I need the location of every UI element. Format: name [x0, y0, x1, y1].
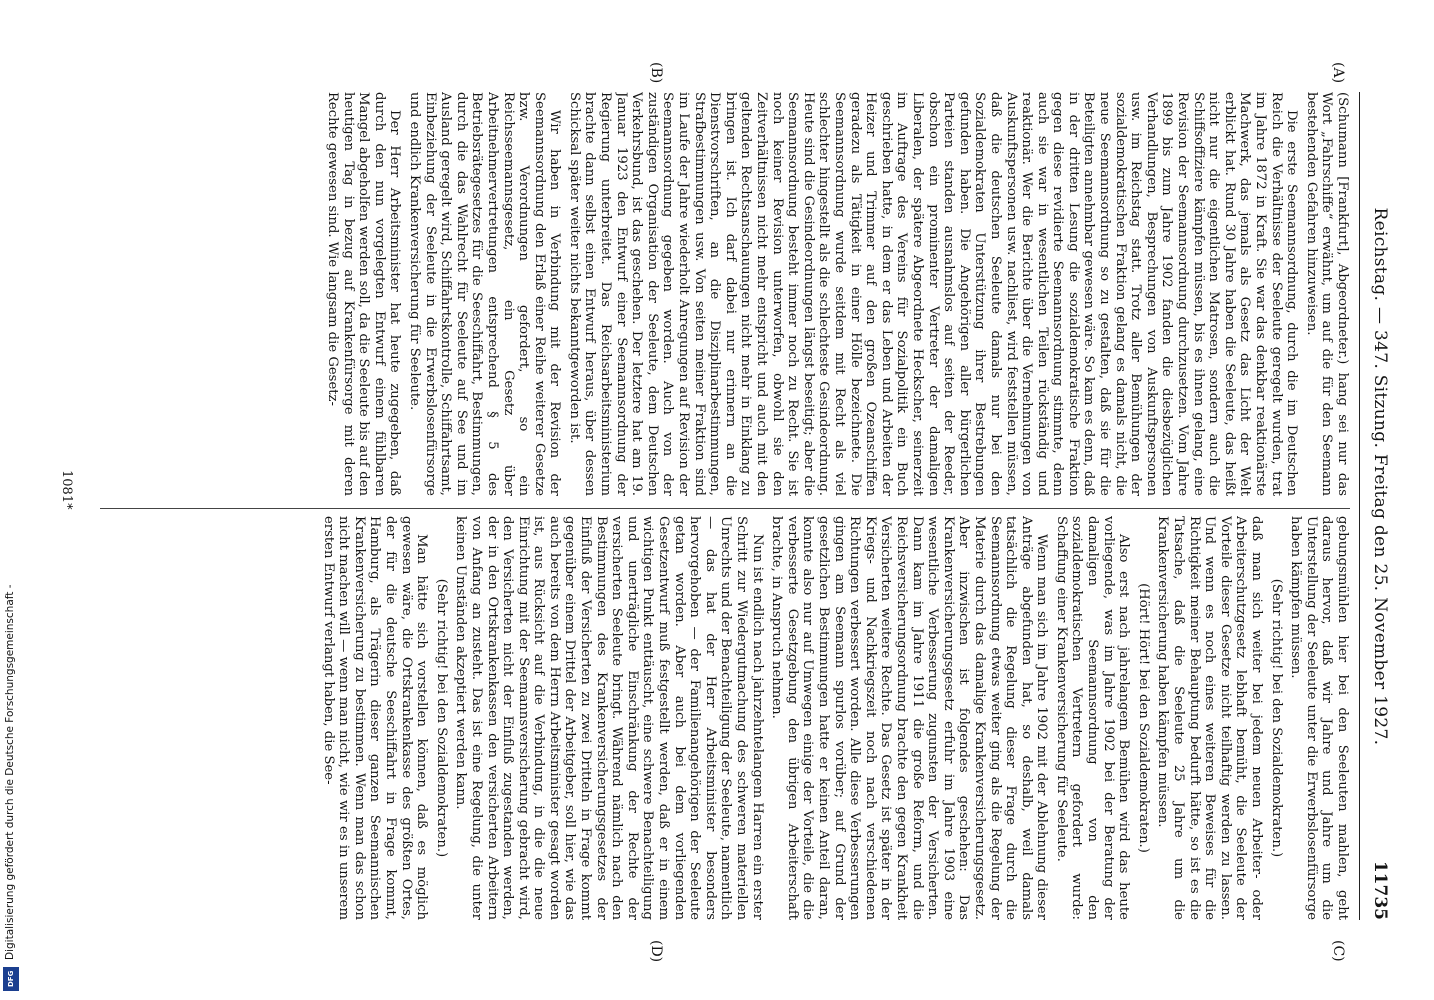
left-paragraph: (Schumann [Frankfurt], Abgeordneter.) hang sei nur das Wort „Fahrschiffe“ erwähnt, um auf die für den Seemann bestehenden Gefahren hinzuweisen.	[1303, 92, 1350, 496]
right-paragraph: Also erst nach jahrelangem Bemühen wird das heute vorliegende, was im Jahre 1902 bei der Beratung der damaligen Seemannsordnung von den sozialdemokratischen Vertretern gefordert wurde: Schaffung einer Krankenversicherung für Seeleute.	[1053, 516, 1132, 920]
right-paragraph: Man hätte sich vorstellen können, daß es möglich gewesen wäre, die Ortskrankenkasse des größten Ortes, der für die deutsche Seeschiffahrt in Frage kommt, Hamburg, als Trägerin dieser ganzen Seemannischen Krankenversicherung zu bestimmen. Wenn man das schon nicht machen will — wenn man nicht, wie wir es in unserem ersten Entwurf verlangt haben, die See-	[320, 516, 430, 920]
margin-marker-b: (B)	[648, 62, 664, 84]
margin-marker-c: (C)	[1330, 940, 1346, 962]
margin-marker-a: (A)	[1330, 62, 1346, 84]
column-divider	[100, 508, 1350, 509]
interjection: (Sehr richtig! bei den Sozialdemokraten.)	[1268, 578, 1284, 858]
header-title: Reichstag. — 347. Sitzung. Freitag den 25. November 1927.	[1370, 207, 1390, 746]
page-header	[1360, 92, 1390, 920]
left-paragraph: Wir haben in Verbindung mit der Revision der Seemannsordnung den Erlaß einer Reihe weiterer Gesetze bzw. Verordnungen gefordert, so ein Reichsseemannsgesetz, ein Gesetz über Arbeitnehmervertretungen entsprechend § 5 des Betriebsrätegesetzes für die Seeschiffahrt, Bestimmungen, durch die das Wahlrecht für Seeleute auf See und im Ausland geregelt wird, Schiffahrtskontrolle, Schiffahrtsamt, Einbeziehung der Seeleute in die Erwerbslosenfürsorge und endlich Krankenversicherung für Seeleute.	[406, 92, 563, 496]
header-rule	[1359, 92, 1360, 920]
right-paragraph: Nun ist endlich nach jahrzehntelangem Harren ein erster Schritt zur Wiedergutmachung des schweren materiellen Unrechts und der Benachteiligung der Seeleute, namentlich — das hat der Herr Arbeitsminister besonders hervorgehoben — der Familienangehörigen der Seeleute getan worden. Aber auch bei dem vorliegenden Gesetzentwurf muß festgestellt werden, daß er in einem wichtigen Punkt enttäuscht, eine schwere Benachteiligung und unerträgliche Einschränkung der Rechte der versicherten Seeleute bringt. Während nämlich nach den Bestimmungen des Krankenversicherungsgesetzes der Einfluß der Versicherten zu zwei Dritteln in Frage kommt gegenüber einem Drittel der Arbeitgeber, soll hier, wie das auch bereits von dem Herrn Arbeitsminister gesagt worden ist, aus Rücksicht auf die Verbindung, in die die neue Einrichtung mit der Seemannsversicherung gebracht wird, den Versicherten nicht der Einfluß zugestanden werden, der in den Ortskrankenkassen den versicherten Arbeitern von Anfang an zusteht. Das ist eine Regelung, die unter keinen Umständen akzeptiert werden kann.	[453, 516, 765, 920]
dfg-logo: DFG	[3, 967, 19, 991]
right-paragraph: gebungsmühlen hier bei den Seeleuten mahlen, geht daraus hervor, daß wir Jahre und Jahre um die Unterstellung der Seeleute unter die Erwerbslosenfürsorge haben kämpfen müssen.	[1288, 516, 1350, 920]
margin-marker-d: (D)	[648, 940, 664, 963]
digitization-sidebar	[0, 0, 24, 1000]
page-number: 11735	[1370, 860, 1390, 920]
left-column	[90, 92, 1350, 496]
page-signature: 1081*	[59, 470, 74, 510]
right-column	[90, 516, 1350, 920]
right-paragraph: daß man sich weiter bei jedem neuen Arbeiter- oder Arbeiterschutzgesetz lebhaft bemüht, die Seeleute der Vorteile dieser Gesetze nicht teilhaftig werden zu lassen. Und wenn es noch eines weiteren Beweises für die Richtigkeit meiner Behauptung bedurft hätte, so ist es die Tatsache, daß die Seeleute 25 Jahre um die Krankenversicherung haben kämpfen müssen.	[1155, 516, 1265, 920]
interjection: (Hört! Hört! bei den Sozialdemokraten.)	[1135, 583, 1151, 853]
left-paragraph: Der Herr Arbeitsminister hat heute zugegeben, daß durch den nun vorgelegten Entwurf einem fühlbaren Mangel abgeholfen werden soll, da die Seeleute bis auf den heutigen Tag in bezug auf Krankenfürsorge mit deren Rechte gewesen sind. Wie langsam die Gesetz-	[325, 92, 403, 496]
interjection: (Sehr richtig! bei den Sozialdemokraten.)	[433, 578, 449, 858]
funding-credit: Digitalisierung gefördert durch die Deutsche Forschungsgemeinschaft -	[4, 584, 16, 960]
right-paragraph: Wenn man sich im Jahre 1902 mit der Ablehnung dieser Anträge abgefunden hat, so deshalb, weil damals tatsächlich die Regelung dieser Frage durch die Seemannsordnung etwas weiter ging als die Regelung der Materie durch das damalige Krankenversicherungsgesetz. Aber inzwischen ist folgendes geschehen: Das Krankenversicherungsgesetz erfuhr im Jahre 1903 eine wesentliche Verbesserung zugunsten der Versicherten. Dann kam im Jahre 1911 die große Reform, und die Reichsversicherungsordnung brachte den gegen Krankheit Versicherten weitere Rechte. Das Gesetz ist später in der Kriegs- und Nachkriegszeit noch nach verschiedenen Richtungen verbessert worden. Alle diese Verbesserungen gingen am Seemann spurlos vorüber; auf Grund der gesetzlichen Bestimmungen hatte er keinen Anteil daran, konnte also nur auf Umwegen einige der Vorteile, die die verbesserte Gesetzgebung den übrigen Arbeiterschaft brachte, in Anspruch nehmen.	[769, 516, 1050, 920]
left-paragraph: Die erste Seemannsordnung, durch die im Deutschen Reich die Verhältnisse der Seeleute geregelt wurden, trat im Jahre 1872 in Kraft. Sie war das denkbar reaktionärste Machwerk, das jemals als Gesetz das Licht der Welt erblickt hat. Rund 30 Jahre haben die Seeleute, das heißt nicht nur die eigentlichen Matrosen, sondern auch die Schiffsoffiziere kämpfen müssen, bis es ihnen gelang, eine Revision der Seemannsordnung durchzusetzen. Vom Jahre 1899 bis zum Jahre 1902 fanden die diesbezüglichen Verhandlungen, Besprechungen von Auskunftspersonen usw. im Reichstag statt. Trotz aller Bemühungen der sozialdemokratischen Fraktion gelang es damals nicht, die neue Seemannsordnung so zu gestalten, daß sie für die Beteiligten annehmbar gewesen wäre. So kam es denn, daß in der dritten Lesung die sozialdemokratische Fraktion gegen diese revidierte Seemannsordnung stimmte, denn auch sie war in wesentlichen Teilen rückständig und reaktionär. Wer die Berichte über die Vernehmungen von Auskunftspersonen usw. nachliest, wird feststellen müssen, daß die deutschen Seeleute damals nur bei den Sozialdemokraten Unterstützung ihrer Bestrebungen gefunden haben. Die Angehörigen aller bürgerlichen Parteien standen ausnahmslos auf seiten der Reeder, obschon ein prominenter Vertreter der damaligen Liberalen, der spätere Abgeordnete Heckscher, seinerzeit im Auftrage des Vereins für Sozialpolitik ein Buch geschrieben hatte, in dem er das Leben und Arbeiten der Heizer und Trimmer auf den großen Ozeanschiffen geradezu als Tätigkeit in einer Hölle bezeichnete. Die Seemannsordnung wurde seitdem mit Recht als viel schlechter hingestellt als die schlechteste Gesindeordnung. Heute sind die Gesindeordnungen längst beseitigt; aber die Seemannsordnung besteht immer noch zu Recht. Sie ist noch keiner Revision unterworfen, obwohl sie den Zeitverhältnissen nicht mehr entspricht und auch mit den geltenden Rechtsanschauungen nicht mehr in Einklang zu bringen ist. Ich darf dabei nur erinnern an die Dienstvorschriften, an die Disziplinarbestimmungen, Strafbestimmungen usw. Von seiten meiner Fraktion sind im Laufe der Jahre wiederholt Anregungen auf Revision der Seemannsordnung gegeben worden. Auch von der zuständigen Organisation der Seeleute, dem Deutschen Verkehrsbund, ist das geschehen. Der letztere hat am 19. Januar 1923 den Entwurf einer Seemannsordnung der Regierung unterbreitet. Das Reichsarbeitsministerium brachte dann selbst einen Entwurf heraus, über dessen Schicksal später weiter nichts bekanntgeworden ist.	[566, 92, 1300, 496]
